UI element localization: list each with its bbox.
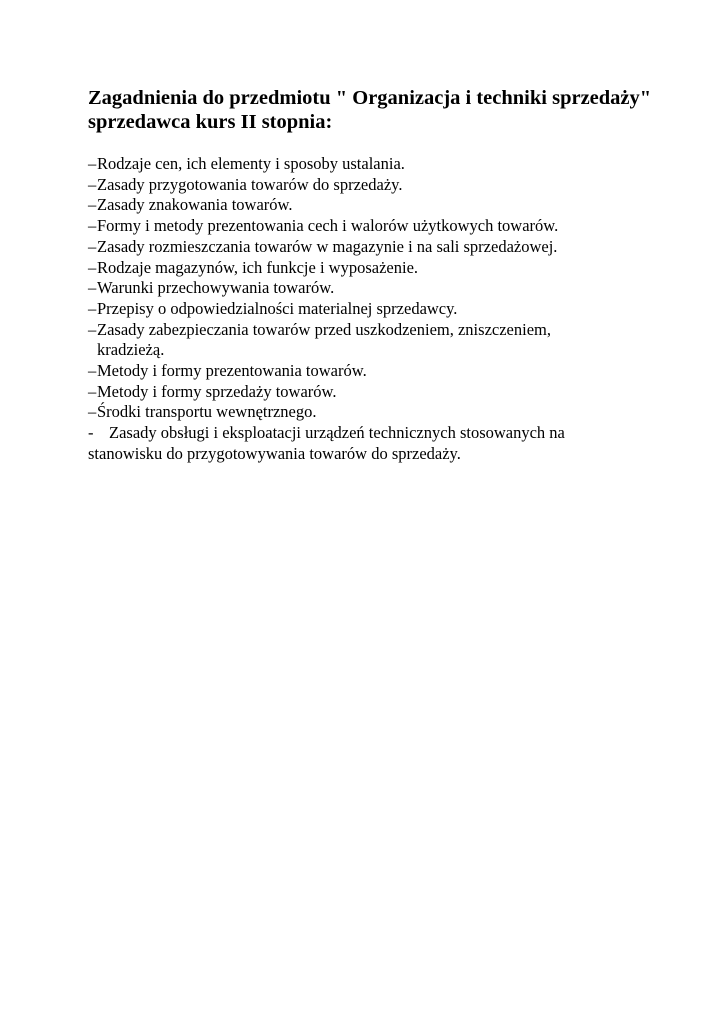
list-item-text: Środki transportu wewnętrznego. [97, 402, 317, 422]
list-item [88, 237, 688, 258]
last-list-item [88, 423, 688, 464]
title-line-2: sprzedawca kurs II stopnia: [88, 111, 333, 133]
dash-marker: – [88, 216, 97, 236]
last-item-line-1: Zasady obsługi i eksploatacji urządzeń technicznych stosowanych na [109, 423, 565, 442]
dash-marker: – [88, 278, 97, 298]
list-item [88, 361, 688, 382]
list-item [88, 402, 688, 423]
list-item-text: Formy i metody prezentowania cech i walorów użytkowych towarów. [97, 216, 559, 236]
list-item-text: Zasady zabezpieczania towarów przed uszkodzeniem, zniszczeniem, kradzieżą. [97, 319, 551, 360]
list-item-text: Rodzaje magazynów, ich funkcje i wyposażenie. [97, 257, 419, 277]
list-item-text: Zasady przygotowania towarów do sprzedaży. [97, 174, 403, 194]
list-item-text: Zasady rozmieszczania towarów w magazynie i na sali sprzedażowej. [97, 236, 558, 256]
list-item [88, 154, 688, 175]
dash-marker: – [88, 298, 97, 318]
list-item [88, 278, 688, 299]
dash-marker: – [88, 381, 97, 401]
document-title [88, 86, 688, 134]
dash-marker: – [88, 402, 97, 422]
dash-marker: – [88, 195, 97, 215]
list-item-text: Rodzaje cen, ich elementy i sposoby ustalania. [97, 154, 405, 173]
list-item [88, 175, 688, 196]
title-line-1: Zagadnienia do przedmiotu " Organizacja i techniki sprzedaży" [88, 87, 652, 109]
dash-marker: – [88, 236, 97, 256]
list-item [88, 320, 587, 361]
list-item-text: Warunki przechowywania towarów. [97, 278, 335, 298]
list-item [88, 258, 688, 279]
list-item [88, 216, 688, 237]
dash-marker: – [88, 319, 97, 339]
topics-list [88, 154, 688, 423]
list-item [88, 382, 688, 403]
list-item-text: Zasady znakowania towarów. [97, 195, 293, 215]
dash-marker: – [88, 257, 97, 277]
dash-marker: – [88, 361, 97, 381]
dash-marker: – [88, 154, 97, 173]
list-item-text: Przepisy o odpowiedzialności materialnej sprzedawcy. [97, 298, 458, 318]
list-item [88, 299, 688, 320]
hyphen-marker: - [88, 423, 94, 442]
dash-marker: – [88, 174, 97, 194]
list-item [88, 195, 688, 216]
list-item-text: Metody i formy prezentowania towarów. [97, 361, 367, 381]
list-item-text: Metody i formy sprzedaży towarów. [97, 381, 337, 401]
last-item-line-2: stanowisku do przygotowywania towarów do sprzedaży. [88, 443, 461, 463]
